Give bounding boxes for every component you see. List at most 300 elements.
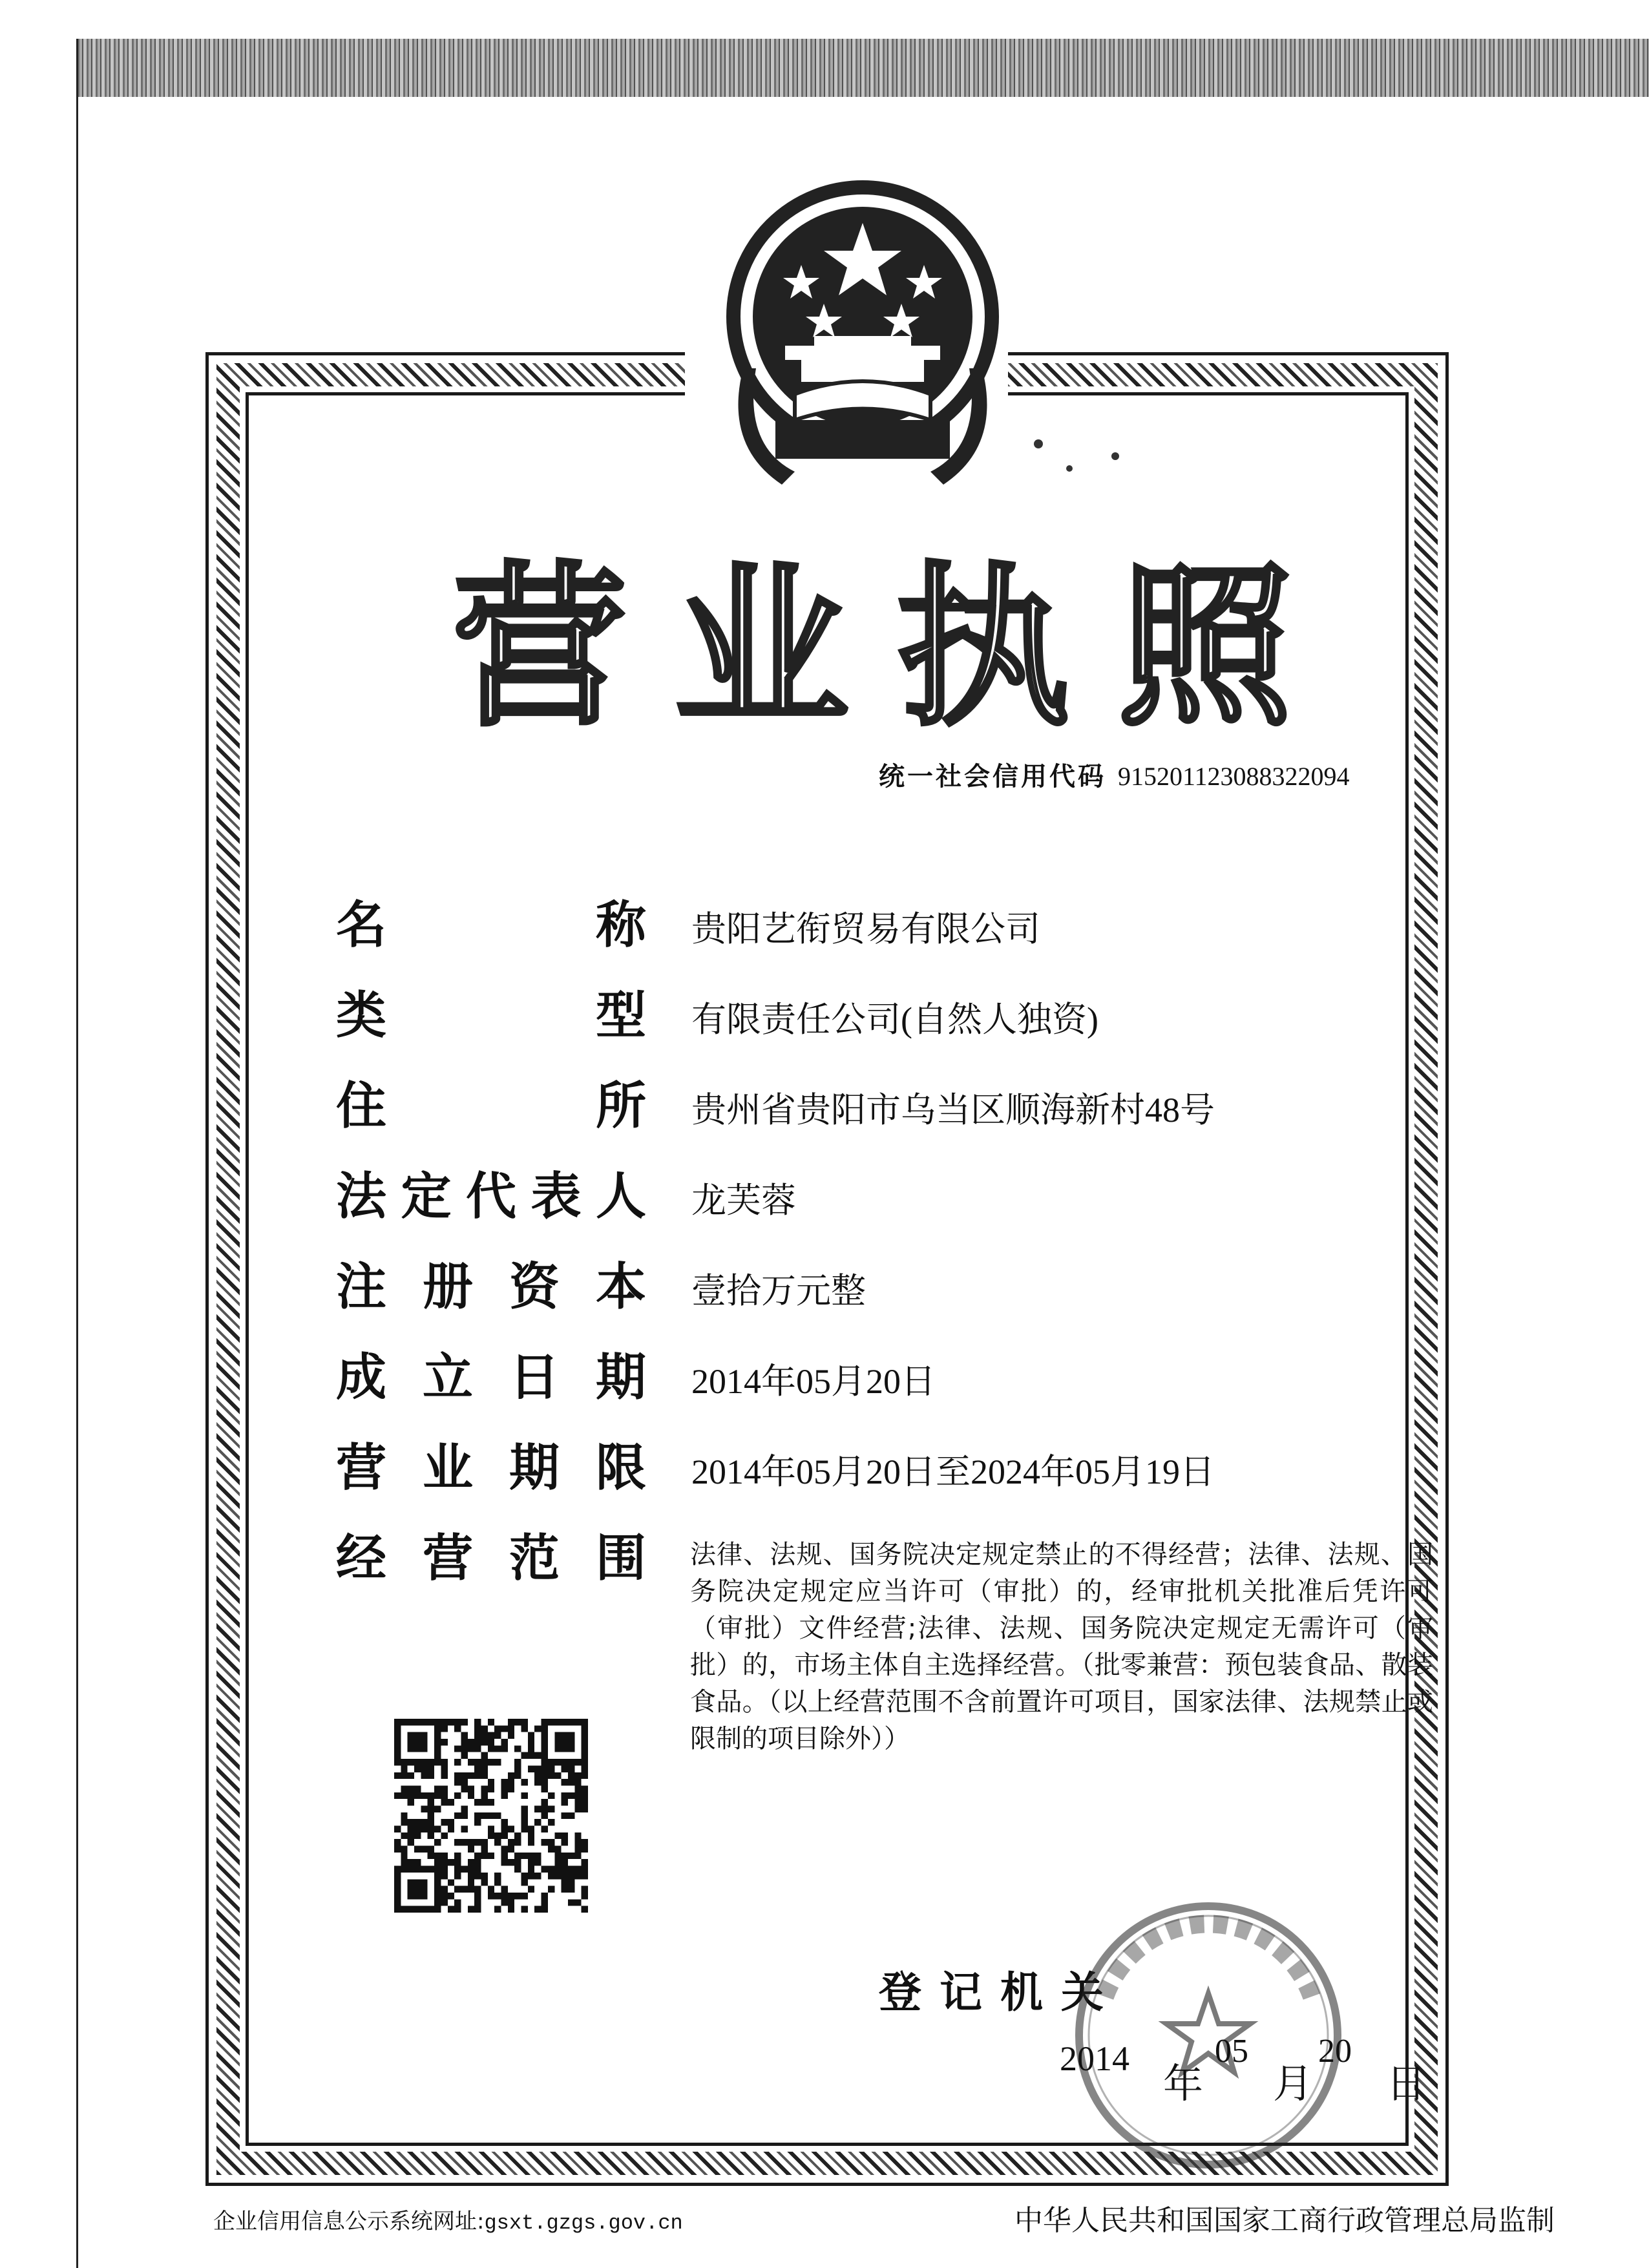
qr-module xyxy=(454,1839,461,1845)
field-label-term xyxy=(336,1431,646,1496)
qr-module xyxy=(454,1886,461,1893)
qr-module xyxy=(574,1785,581,1792)
qr-module xyxy=(434,1839,441,1845)
qr-module xyxy=(574,1899,581,1906)
qr-module xyxy=(508,1906,514,1913)
qr-module xyxy=(488,1799,494,1805)
qr-module xyxy=(521,1779,528,1785)
label-char: 代 xyxy=(465,1168,516,1226)
qr-module xyxy=(474,1859,481,1865)
qr-module xyxy=(474,1745,481,1752)
qr-module xyxy=(568,1772,574,1779)
qr-module xyxy=(448,1893,454,1899)
qr-module xyxy=(541,1772,548,1779)
qr-module xyxy=(454,1759,461,1765)
qr-module xyxy=(562,1765,568,1772)
qr-module xyxy=(568,1812,574,1819)
qr-module xyxy=(448,1826,454,1832)
qr-module xyxy=(501,1792,508,1799)
label-char: 法 xyxy=(336,1168,387,1226)
qr-module xyxy=(582,1799,588,1805)
qr-module xyxy=(562,1879,568,1885)
qr-module xyxy=(568,1792,574,1799)
qr-module xyxy=(534,1752,541,1759)
qr-module xyxy=(394,1772,401,1779)
qr-module xyxy=(441,1792,447,1799)
credit-code-value: 915201123088322094 xyxy=(1118,762,1350,791)
qr-module xyxy=(562,1886,568,1893)
qr-module xyxy=(528,1866,534,1873)
scan-speck xyxy=(1066,465,1073,472)
qr-module xyxy=(454,1725,461,1732)
qr-module xyxy=(434,1826,441,1832)
qr-module xyxy=(501,1886,508,1893)
qr-module xyxy=(474,1765,481,1772)
qr-module xyxy=(534,1873,541,1879)
title-char: 营 xyxy=(452,546,627,750)
qr-module xyxy=(468,1879,474,1885)
qr-module xyxy=(514,1839,521,1845)
qr-module xyxy=(414,1792,421,1799)
qr-module xyxy=(508,1732,514,1739)
qr-module xyxy=(448,1719,454,1725)
label-char: 称 xyxy=(595,896,646,954)
label-char: 期 xyxy=(595,1349,646,1407)
qr-module xyxy=(448,1906,454,1913)
qr-module xyxy=(554,1853,561,1859)
qr-module xyxy=(568,1879,574,1885)
label-char: 册 xyxy=(422,1258,473,1316)
qr-module xyxy=(568,1899,574,1906)
qr-module xyxy=(494,1725,501,1732)
qr-module xyxy=(454,1906,461,1913)
qr-module xyxy=(468,1839,474,1845)
title-char: 执 xyxy=(896,546,1071,750)
qr-module xyxy=(521,1853,528,1859)
title-char: 照 xyxy=(1117,546,1292,750)
label-char: 营 xyxy=(422,1529,473,1588)
qr-module xyxy=(461,1805,467,1812)
qr-module xyxy=(414,1859,421,1865)
qr-module xyxy=(562,1873,568,1879)
qr-module xyxy=(414,1765,421,1772)
qr-module xyxy=(528,1739,534,1745)
qr-module xyxy=(548,1846,554,1853)
qr-module xyxy=(441,1899,447,1906)
qr-module xyxy=(441,1725,447,1732)
certificate-title xyxy=(452,536,1292,750)
credit-code-line xyxy=(879,756,1350,793)
qr-module xyxy=(428,1826,434,1832)
qr-module xyxy=(401,1859,407,1865)
qr-module xyxy=(521,1873,528,1879)
qr-module xyxy=(454,1779,461,1785)
qr-module xyxy=(541,1899,548,1906)
qr-module xyxy=(474,1819,481,1825)
qr-module xyxy=(521,1879,528,1885)
qr-module xyxy=(448,1819,454,1825)
qr-module xyxy=(501,1846,508,1853)
qr-module xyxy=(494,1812,501,1819)
qr-module xyxy=(408,1772,414,1779)
qr-module xyxy=(528,1886,534,1893)
qr-module xyxy=(448,1879,454,1885)
qr-module xyxy=(474,1725,481,1732)
qr-module xyxy=(548,1886,554,1893)
qr-module xyxy=(508,1899,514,1906)
field-label-legal-rep xyxy=(336,1160,646,1224)
qr-module xyxy=(574,1866,581,1873)
qr-module xyxy=(428,1832,434,1839)
qr-module xyxy=(468,1906,474,1913)
qr-module xyxy=(541,1765,548,1772)
qr-module xyxy=(414,1826,421,1832)
label-char: 定 xyxy=(401,1168,452,1226)
qr-module xyxy=(574,1846,581,1853)
qr-module xyxy=(454,1792,461,1799)
qr-module xyxy=(562,1859,568,1865)
field-label-name xyxy=(336,888,646,953)
qr-module xyxy=(541,1779,548,1785)
qr-module xyxy=(474,1732,481,1739)
qr-module xyxy=(574,1873,581,1879)
qr-module xyxy=(394,1792,401,1799)
qr-module xyxy=(548,1873,554,1879)
qr-module xyxy=(408,1826,414,1832)
qr-module xyxy=(488,1719,494,1725)
qr-module xyxy=(481,1846,487,1853)
qr-module xyxy=(508,1719,514,1725)
qr-module xyxy=(394,1826,401,1832)
qr-module xyxy=(562,1779,568,1785)
qr-module xyxy=(488,1745,494,1752)
qr-module xyxy=(401,1772,407,1779)
qr-module xyxy=(408,1859,414,1865)
qr-module xyxy=(514,1759,521,1765)
day-char: 日 xyxy=(1386,2060,1427,2107)
qr-module xyxy=(574,1839,581,1845)
qr-module xyxy=(461,1739,467,1745)
qr-module xyxy=(481,1765,487,1772)
qr-module xyxy=(514,1772,521,1779)
qr-module xyxy=(454,1866,461,1873)
qr-module xyxy=(582,1792,588,1799)
qr-module xyxy=(514,1745,521,1752)
qr-module xyxy=(528,1732,534,1739)
scan-edge-left xyxy=(76,39,78,2268)
label-char: 类 xyxy=(336,987,387,1045)
label-char: 住 xyxy=(336,1077,387,1135)
qr-module xyxy=(401,1832,407,1839)
qr-module xyxy=(474,1739,481,1745)
qr-module xyxy=(474,1759,481,1765)
qr-module xyxy=(508,1839,514,1845)
label-char: 人 xyxy=(595,1168,646,1226)
qr-module xyxy=(534,1805,541,1812)
qr-module xyxy=(582,1765,588,1772)
qr-module xyxy=(461,1719,467,1725)
field-value-term: 2014年05月20日至2024年05月19日 xyxy=(691,1453,1215,1491)
qr-module xyxy=(568,1873,574,1879)
qr-module xyxy=(421,1805,427,1812)
qr-module xyxy=(481,1725,487,1732)
qr-module xyxy=(428,1792,434,1799)
label-char: 立 xyxy=(422,1349,473,1407)
qr-module xyxy=(548,1805,554,1812)
qr-module xyxy=(434,1853,441,1859)
qr-module xyxy=(474,1886,481,1893)
qr-module xyxy=(521,1826,528,1832)
qr-module xyxy=(508,1846,514,1853)
qr-module xyxy=(528,1853,534,1859)
qr-module xyxy=(474,1866,481,1873)
label-char: 名 xyxy=(336,896,387,954)
qr-module xyxy=(534,1906,541,1913)
qr-module xyxy=(494,1906,501,1913)
label-char: 营 xyxy=(336,1439,387,1497)
footer-website xyxy=(213,2203,683,2235)
qr-module xyxy=(408,1785,414,1792)
field-value-address: 贵州省贵阳市乌当区顺海新村48号 xyxy=(691,1091,1215,1129)
qr-module xyxy=(461,1779,467,1785)
qr-module xyxy=(454,1719,461,1725)
qr-module xyxy=(582,1873,588,1879)
qr-module xyxy=(508,1779,514,1785)
qr-module xyxy=(548,1765,554,1772)
qr-module xyxy=(441,1866,447,1873)
qr-module xyxy=(401,1765,407,1772)
qr-module xyxy=(428,1853,434,1859)
qr-module xyxy=(574,1853,581,1859)
qr-module xyxy=(468,1886,474,1893)
qr-module xyxy=(574,1792,581,1799)
qr-module xyxy=(494,1759,501,1765)
qr-module xyxy=(408,1839,414,1845)
qr-module xyxy=(568,1765,574,1772)
qr-module xyxy=(441,1859,447,1865)
qr-module xyxy=(488,1759,494,1765)
qr-module xyxy=(441,1832,447,1839)
qr-module xyxy=(481,1739,487,1745)
qr-module xyxy=(408,1799,414,1805)
qr-module xyxy=(562,1839,568,1845)
qr-module xyxy=(514,1893,521,1899)
qr-module xyxy=(421,1846,427,1853)
qr-module xyxy=(514,1859,521,1865)
qr-module xyxy=(554,1859,561,1865)
qr-module xyxy=(401,1785,407,1792)
qr-module xyxy=(534,1859,541,1865)
qr-module xyxy=(461,1866,467,1873)
qr-module xyxy=(441,1886,447,1893)
qr-module xyxy=(554,1772,561,1779)
qr-module xyxy=(428,1812,434,1819)
field-value-capital: 壹拾万元整 xyxy=(691,1272,866,1310)
label-char: 限 xyxy=(595,1439,646,1497)
qr-module xyxy=(421,1765,427,1772)
qr-module xyxy=(434,1805,441,1812)
qr-module xyxy=(468,1785,474,1792)
qr-module xyxy=(414,1819,421,1825)
qr-module xyxy=(461,1772,467,1779)
qr-module xyxy=(488,1893,494,1899)
qr-module xyxy=(514,1866,521,1873)
qr-module xyxy=(454,1873,461,1879)
qr-module xyxy=(568,1853,574,1859)
qr-module xyxy=(508,1785,514,1792)
qr-module xyxy=(441,1739,447,1745)
qr-module xyxy=(461,1745,467,1752)
qr-module xyxy=(534,1772,541,1779)
label-char: 表 xyxy=(530,1168,582,1226)
qr-module xyxy=(401,1853,407,1859)
qr-module xyxy=(461,1785,467,1792)
qr-module xyxy=(461,1812,467,1819)
qr-module xyxy=(414,1846,421,1853)
qr-module xyxy=(428,1799,434,1805)
field-label-capital xyxy=(336,1250,646,1315)
qr-module xyxy=(494,1879,501,1885)
qr-module xyxy=(568,1886,574,1893)
qr-module xyxy=(554,1866,561,1873)
qr-module xyxy=(541,1826,548,1832)
qr-module xyxy=(528,1839,534,1845)
qr-module xyxy=(434,1859,441,1865)
qr-module xyxy=(534,1725,541,1732)
qr-module xyxy=(554,1846,561,1853)
label-char: 所 xyxy=(595,1077,646,1135)
qr-module xyxy=(408,1792,414,1799)
qr-module xyxy=(528,1832,534,1839)
qr-module xyxy=(408,1832,414,1839)
qr-module xyxy=(441,1893,447,1899)
field-value-type: 有限责任公司(自然人独资) xyxy=(691,1000,1098,1039)
qr-module xyxy=(481,1879,487,1885)
field-label-founded xyxy=(336,1341,646,1405)
qr-module xyxy=(421,1792,427,1799)
qr-module xyxy=(501,1826,508,1832)
qr-module xyxy=(454,1859,461,1865)
qr-module xyxy=(474,1906,481,1913)
qr-module xyxy=(481,1873,487,1879)
label-char: 型 xyxy=(595,987,646,1045)
field-label-address xyxy=(336,1069,646,1134)
qr-module xyxy=(441,1785,447,1792)
qr-module xyxy=(501,1819,508,1825)
qr-module xyxy=(488,1853,494,1859)
qr-module xyxy=(468,1745,474,1752)
qr-module xyxy=(574,1805,581,1812)
qr-module xyxy=(514,1719,521,1725)
qr-module xyxy=(481,1785,487,1792)
qr-module xyxy=(548,1772,554,1779)
qr-module xyxy=(468,1792,474,1799)
issue-date xyxy=(1060,2032,1427,2110)
qr-module xyxy=(468,1846,474,1853)
qr-module xyxy=(562,1866,568,1873)
qr-module xyxy=(441,1765,447,1772)
qr-module xyxy=(481,1772,487,1779)
qr-module xyxy=(481,1812,487,1819)
qr-module xyxy=(521,1792,528,1799)
footer-website-label: 企业信用信息公示系统网址: xyxy=(213,2209,485,2234)
qr-module xyxy=(481,1839,487,1845)
field-value-legal-rep: 龙芙蓉 xyxy=(691,1181,796,1220)
qr-module xyxy=(501,1859,508,1865)
qr-module xyxy=(454,1899,461,1906)
qr-module xyxy=(494,1839,501,1845)
qr-module xyxy=(501,1832,508,1839)
label-char: 期 xyxy=(509,1439,560,1497)
qr-module xyxy=(488,1739,494,1745)
registration-authority: 登记机关 xyxy=(879,1968,1122,2017)
footer-supervisor: 中华人民共和国国家工商行政管理总局监制 xyxy=(1014,2204,1555,2237)
issue-year: 2014 xyxy=(1060,2039,1129,2078)
qr-module xyxy=(514,1832,521,1839)
qr-module xyxy=(521,1812,528,1819)
qr-module xyxy=(494,1873,501,1879)
qr-module xyxy=(548,1839,554,1845)
qr-module xyxy=(494,1732,501,1739)
qr-module xyxy=(421,1826,427,1832)
qr-module xyxy=(468,1859,474,1865)
qr-module xyxy=(434,1785,441,1792)
qr-module xyxy=(521,1725,528,1732)
qr-module xyxy=(494,1745,501,1752)
qr-module xyxy=(414,1832,421,1839)
qr-module xyxy=(528,1745,534,1752)
qr-module xyxy=(508,1772,514,1779)
issue-month: 05 xyxy=(1215,2033,1248,2070)
qr-module xyxy=(574,1799,581,1805)
qr-module xyxy=(461,1732,467,1739)
qr-module xyxy=(528,1873,534,1879)
qr-module xyxy=(441,1719,447,1725)
qr-module xyxy=(528,1826,534,1832)
qr-module xyxy=(494,1832,501,1839)
qr-module xyxy=(454,1745,461,1752)
month-char: 月 xyxy=(1273,2060,1314,2107)
qr-module xyxy=(461,1886,467,1893)
qr-module xyxy=(501,1725,508,1732)
qr-module xyxy=(428,1846,434,1853)
qr-module xyxy=(534,1765,541,1772)
qr-module xyxy=(508,1859,514,1865)
label-char: 注 xyxy=(336,1258,387,1316)
qr-module xyxy=(414,1785,421,1792)
qr-module xyxy=(441,1873,447,1879)
qr-module xyxy=(508,1826,514,1832)
qr-module xyxy=(488,1785,494,1792)
qr-module xyxy=(481,1732,487,1739)
qr-module xyxy=(474,1853,481,1859)
qr-module xyxy=(474,1893,481,1899)
qr-module xyxy=(582,1886,588,1893)
footer-website-url: gsxt.gzgs.gov.cn xyxy=(484,2211,683,2235)
qr-module xyxy=(434,1792,441,1799)
qr-module xyxy=(548,1792,554,1799)
qr-module xyxy=(428,1819,434,1825)
qr-module xyxy=(481,1853,487,1859)
qr-module xyxy=(401,1792,407,1799)
qr-module xyxy=(541,1906,548,1913)
qr-module xyxy=(488,1832,494,1839)
qr-module xyxy=(421,1772,427,1779)
qr-module xyxy=(428,1772,434,1779)
qr-module xyxy=(501,1739,508,1745)
qr-module xyxy=(461,1826,467,1832)
qr-module xyxy=(562,1853,568,1859)
